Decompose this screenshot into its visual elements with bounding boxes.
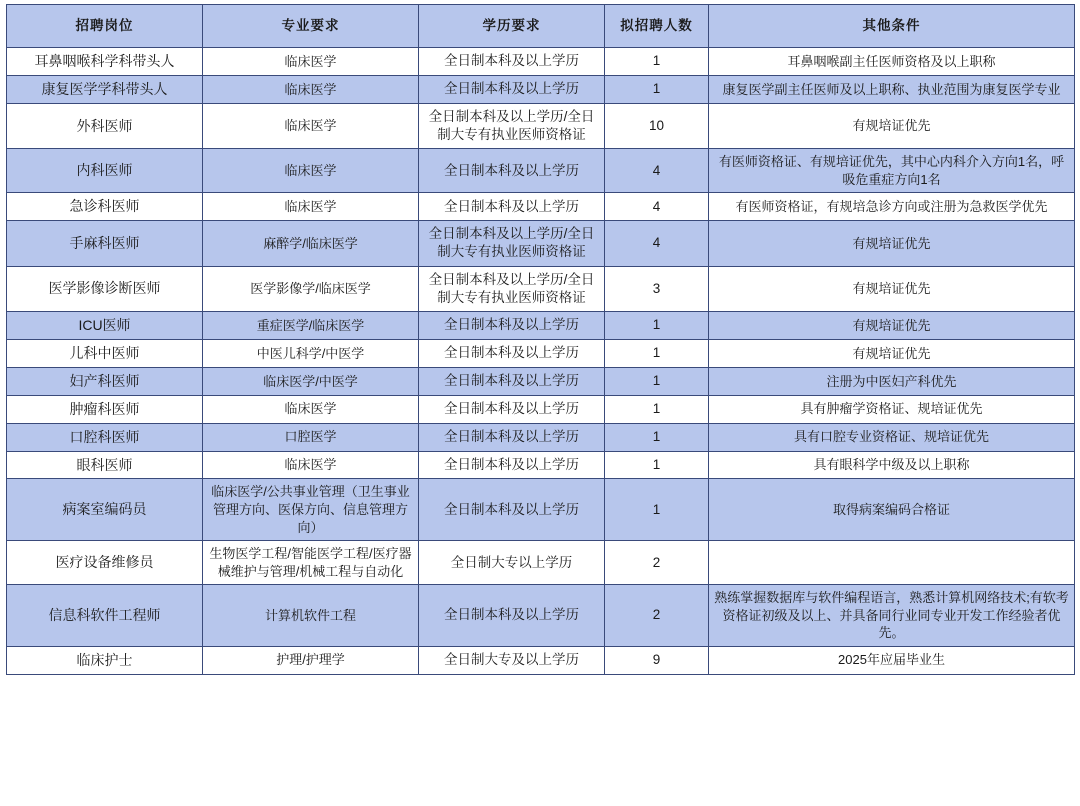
cell-major: 医学影像学/临床医学 <box>203 266 419 311</box>
cell-count: 10 <box>605 103 709 148</box>
cell-count: 1 <box>605 48 709 76</box>
table-row <box>7 103 1075 148</box>
cell-other: 有医师资格证，有规培急诊方向或注册为急救医学优先 <box>709 193 1075 221</box>
cell-other: 熟练掌握数据库与软件编程语言，熟悉计算机网络技术;有软考资格证初级及以上、并具备同行业同专业开发工作经验者优先。 <box>709 585 1075 647</box>
cell-count: 9 <box>605 646 709 674</box>
recruitment-table <box>6 4 1075 675</box>
cell-education: 全日制大专及以上学历 <box>419 646 605 674</box>
column-header-position: 招聘岗位 <box>7 5 203 48</box>
cell-position: 外科医师 <box>7 103 203 148</box>
cell-other: 具有肿瘤学资格证、规培证优先 <box>709 395 1075 423</box>
table-body <box>7 48 1075 675</box>
cell-major: 计算机软件工程 <box>203 585 419 647</box>
cell-education: 全日制本科及以上学历 <box>419 479 605 541</box>
cell-other: 有规培证优先 <box>709 221 1075 266</box>
cell-other: 具有口腔专业资格证、规培证优先 <box>709 423 1075 451</box>
cell-major: 临床医学/公共事业管理（卫生事业管理方向、医保方向、信息管理方向） <box>203 479 419 541</box>
cell-education: 全日制本科及以上学历 <box>419 193 605 221</box>
cell-count: 1 <box>605 367 709 395</box>
table-header <box>7 5 1075 48</box>
table-row <box>7 312 1075 340</box>
cell-other: 有规培证优先 <box>709 312 1075 340</box>
cell-education: 全日制本科及以上学历 <box>419 367 605 395</box>
cell-count: 1 <box>605 451 709 479</box>
cell-education: 全日制本科及以上学历/全日制大专有执业医师资格证 <box>419 103 605 148</box>
cell-major: 中医儿科学/中医学 <box>203 339 419 367</box>
cell-count: 1 <box>605 423 709 451</box>
cell-education: 全日制大专以上学历 <box>419 541 605 585</box>
cell-count: 1 <box>605 339 709 367</box>
cell-count: 4 <box>605 193 709 221</box>
table-row <box>7 48 1075 76</box>
cell-other <box>709 541 1075 585</box>
cell-other: 有医师资格证、有规培证优先，其中心内科介入方向1名，呼吸危重症方向1名 <box>709 149 1075 193</box>
cell-count: 3 <box>605 266 709 311</box>
cell-other: 注册为中医妇产科优先 <box>709 367 1075 395</box>
table-row <box>7 423 1075 451</box>
cell-education: 全日制本科及以上学历 <box>419 585 605 647</box>
cell-position: 儿科中医师 <box>7 339 203 367</box>
table-row <box>7 75 1075 103</box>
cell-position: 医学影像诊断医师 <box>7 266 203 311</box>
table-row <box>7 541 1075 585</box>
cell-other: 取得病案编码合格证 <box>709 479 1075 541</box>
cell-education: 全日制本科及以上学历 <box>419 395 605 423</box>
cell-major: 临床医学 <box>203 451 419 479</box>
cell-other: 有规培证优先 <box>709 266 1075 311</box>
cell-education: 全日制本科及以上学历/全日制大专有执业医师资格证 <box>419 221 605 266</box>
cell-major: 临床医学 <box>203 75 419 103</box>
table-row <box>7 221 1075 266</box>
cell-count: 2 <box>605 541 709 585</box>
cell-major: 临床医学 <box>203 395 419 423</box>
table-row <box>7 339 1075 367</box>
cell-position: 肿瘤科医师 <box>7 395 203 423</box>
cell-other: 有规培证优先 <box>709 103 1075 148</box>
cell-position: 病案室编码员 <box>7 479 203 541</box>
cell-position: 口腔科医师 <box>7 423 203 451</box>
cell-major: 临床医学 <box>203 103 419 148</box>
table-row <box>7 193 1075 221</box>
cell-position: 眼科医师 <box>7 451 203 479</box>
column-header-education: 学历要求 <box>419 5 605 48</box>
cell-education: 全日制本科及以上学历 <box>419 312 605 340</box>
cell-major: 生物医学工程/智能医学工程/医疗器械维护与管理/机械工程与自动化 <box>203 541 419 585</box>
cell-count: 1 <box>605 75 709 103</box>
table-row <box>7 646 1075 674</box>
cell-other: 耳鼻咽喉副主任医师资格及以上职称 <box>709 48 1075 76</box>
table-row <box>7 395 1075 423</box>
column-header-major: 专业要求 <box>203 5 419 48</box>
cell-position: 临床护士 <box>7 646 203 674</box>
column-header-other: 其他条件 <box>709 5 1075 48</box>
cell-education: 全日制本科及以上学历 <box>419 48 605 76</box>
cell-education: 全日制本科及以上学历 <box>419 451 605 479</box>
cell-education: 全日制本科及以上学历/全日制大专有执业医师资格证 <box>419 266 605 311</box>
cell-other: 康复医学副主任医师及以上职称、执业范围为康复医学专业 <box>709 75 1075 103</box>
cell-major: 护理/护理学 <box>203 646 419 674</box>
cell-position: 妇产科医师 <box>7 367 203 395</box>
cell-position: 医疗设备维修员 <box>7 541 203 585</box>
cell-position: 手麻科医师 <box>7 221 203 266</box>
cell-major: 临床医学 <box>203 149 419 193</box>
cell-position: 急诊科医师 <box>7 193 203 221</box>
cell-major: 重症医学/临床医学 <box>203 312 419 340</box>
cell-count: 1 <box>605 395 709 423</box>
cell-other: 有规培证优先 <box>709 339 1075 367</box>
cell-education: 全日制本科及以上学历 <box>419 75 605 103</box>
table-row <box>7 585 1075 647</box>
cell-major: 口腔医学 <box>203 423 419 451</box>
table-row <box>7 149 1075 193</box>
cell-major: 麻醉学/临床医学 <box>203 221 419 266</box>
cell-major: 临床医学 <box>203 48 419 76</box>
cell-position: 信息科软件工程师 <box>7 585 203 647</box>
table-row <box>7 479 1075 541</box>
cell-other: 2025年应届毕业生 <box>709 646 1075 674</box>
cell-count: 1 <box>605 312 709 340</box>
cell-position: 康复医学学科带头人 <box>7 75 203 103</box>
cell-count: 4 <box>605 149 709 193</box>
cell-other: 具有眼科学中级及以上职称 <box>709 451 1075 479</box>
table-header-row <box>7 5 1075 48</box>
cell-major: 临床医学/中医学 <box>203 367 419 395</box>
column-header-count: 拟招聘人数 <box>605 5 709 48</box>
cell-position: 耳鼻咽喉科学科带头人 <box>7 48 203 76</box>
cell-count: 1 <box>605 479 709 541</box>
cell-education: 全日制本科及以上学历 <box>419 149 605 193</box>
table-row <box>7 266 1075 311</box>
table-row <box>7 451 1075 479</box>
cell-position: 内科医师 <box>7 149 203 193</box>
cell-education: 全日制本科及以上学历 <box>419 339 605 367</box>
cell-position: ICU医师 <box>7 312 203 340</box>
table-row <box>7 367 1075 395</box>
cell-count: 4 <box>605 221 709 266</box>
cell-education: 全日制本科及以上学历 <box>419 423 605 451</box>
cell-count: 2 <box>605 585 709 647</box>
cell-major: 临床医学 <box>203 193 419 221</box>
